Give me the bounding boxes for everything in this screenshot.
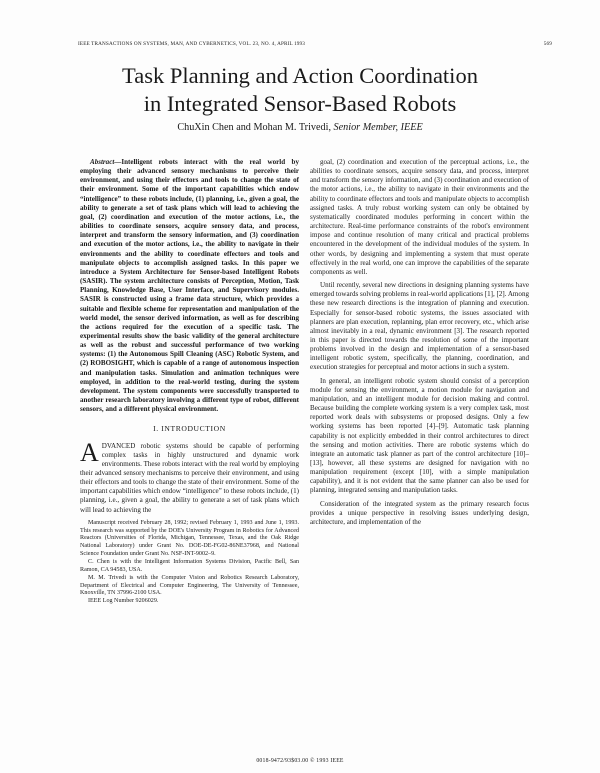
abstract <box>80 158 299 414</box>
footnote-ieee-log: IEEE Log Number 9206029. <box>88 598 159 605</box>
journal-citation: IEEE TRANSACTIONS ON SYSTEMS, MAN, AND CYBERNETICS, VOL. 23, NO. 4, APRIL 1993 <box>78 41 306 47</box>
footnote-author-chen: C. Chen is with the Intelligent Information Systems Division, Pacific Bell, San Ramon, CA 94583, USA. <box>80 559 299 573</box>
body-paragraph: In general, an intelligent robotic system should consist of a perception module for sensing the environment, a motion module for navigation and manipulation, and an intelligent module for decision making and control. Because building the complete working system is a very complex task, most reported work deals with subsystems or proposed designs. Only a few working systems has been reported [4]–[9]. Automatic task planning capability is not explicitly embedded in their control architectures to direct the sensing and motion activities. There are robotic systems which do integrate an automatic task planner as part of the control architecture [10]–[13], however, all these systems are designed for navigation with no manipulation requirement (except [10], with a simple manipulation capability), and it is not evident that the same planner can also be used for planning, integrated sensing and manipulation tasks. <box>310 376 529 495</box>
drop-cap: A <box>80 437 99 467</box>
abstract-text: —Intelligent robots interact with the real world by employing their advanced sensory mechanisms to perceive their environment, and using their effectors and tools to change the state of their environment. Some of the important capabilities which endow “intelligence” to these robots include, (1) planning, i.e., given a goal, the ability to generate a set of task plans which will lead to achieving the goal, (2) coordination and execution of the motor actions, i.e., the abilities to coordinate sensors, acquire sensory data, and process, interpret and transform the sensory information, and (3) coordination and execution of the motor actions, i.e., the ability to navigate in their environments and the ability to coordinate effectors and tools and manipulate objects to accomplish assigned tasks. In this paper we introduce a System Architecture for Sensor-based Intelligent Robots (SASIR). The system architecture consists of Perception, Motion, Task Planning, Knowledge Base, User Interface, and Supervisory modules. SASIR is constructed using a frame data structure, which provides a suitable and flexible scheme for representation and manipulation of the world model, the sensor derived information, as well as for describing the actions required for the execution of a specific task. The experimental results show the basic validity of the general architecture as well as the robust and successful performance of two working systems: (1) the Autonomous Spill Cleaning (ASC) Robotic System, and (2) ROBOSIGHT, which is capable of a range of autonomous inspection and manipulation tasks. Simulation and animation techniques were employed, in addition to the real-world testing, during the system development. The system components were successfully transported to another research laboratory involving a different type of robot, different sensors, and a different physical environment. <box>80 158 299 414</box>
title-line-1: Task Planning and Action Coordination <box>122 63 478 88</box>
body-paragraph: Until recently, several new directions in designing planning systems have emerged towards solving problems in real-world applications [1], [2]. Among these new research directions is the integration of planning and execution. Especially for sensor-based robotic systems, the issues associated with planners are plan execution, replanning, plan error recovery, etc., which arise almost inevitably in a real, dynamic environment [3]. The research reported in this paper is directed towards the resolution of some of the important problems involved in the design and implementation of a sensor-based intelligent robotic system, specifically, the planning, coordination, and execution strategies for perceptual and motor actions in such a system. <box>310 281 529 372</box>
body-paragraph: goal, (2) coordination and execution of the perceptual actions, i.e., the abilities to coordinate sensors, acquire sensory data, and process, interpret and transform the sensory information, and (3) coordination and execution of the motor actions, i.e., the ability to navigate in their environments and the ability to coordinate effectors and tools and manipulate objects to accomplish assigned tasks. A truly robust working system can only be obtained by systematically coordinated modules performing in concert within the architecture. Real-time performance constraints of the robot's environment impose and continue resolution of many critical and practical problems encountered in the development of the individual modules of the system. In other words, by designing and implementing a system that must operate effectively in the real world, one can improve the capabilities of the separate components as well. <box>310 158 529 276</box>
abstract-label: Abstract <box>90 158 115 166</box>
title-line-2: in Integrated Sensor-Based Robots <box>143 91 457 116</box>
copyright-line: 0018-9472/93$03.00 © 1993 IEEE <box>256 758 344 764</box>
running-header <box>78 41 552 47</box>
footnotes <box>80 520 299 606</box>
left-column <box>80 158 299 606</box>
paper-title <box>0 62 600 118</box>
section-heading-introduction: I. INTRODUCTION <box>153 424 226 434</box>
footnote-manuscript: Manuscript received February 28, 1992; revised February 1, 1993 and June 1, 1993. This research was supported by the DOE's University Program in Robotics for Advanced Reactors (Universities of Florida, Michigan, Tennessee, Texas, and the Oak Ridge National Laboratory) under Grant No. DOE-DE-FG02-86NE37968, and National Science Foundation under Grant No. NSF-INT-9002–9. <box>80 519 299 558</box>
footnote-author-trivedi: M. M. Trivedi is with the Computer Vision and Robotics Research Laboratory, Department of Electrical and Computer Engineering, The University of Tennessee, Knoxville, TN 37996-2100 USA. <box>80 574 299 597</box>
author-names: ChuXin Chen and Mohan M. Trivedi, <box>177 122 331 133</box>
page-number: 569 <box>543 41 552 47</box>
intro-text: DVANCED robotic systems should be capable of performing complex tasks in highly unstructured and dynamic work environments. These robots interact with the real world by employing their advanced sensory mechanisms to perceive their environment, and using their effectors and tools to change the state of their environment. Some of the important capabilities which endow “intelligence” to these robots include, (1) planning, i.e., given a goal, the ability to generate a set of task plans which will lead to achieving the <box>80 441 299 514</box>
author-role: Senior Member, IEEE <box>333 122 423 133</box>
right-column <box>310 158 529 527</box>
body-paragraph: Consideration of the integrated system as the primary research focus provides a unique perspective in resolving issues underlying design, architecture, and implementation of the <box>310 499 529 526</box>
intro-paragraph <box>80 437 299 515</box>
author-byline <box>0 122 600 133</box>
